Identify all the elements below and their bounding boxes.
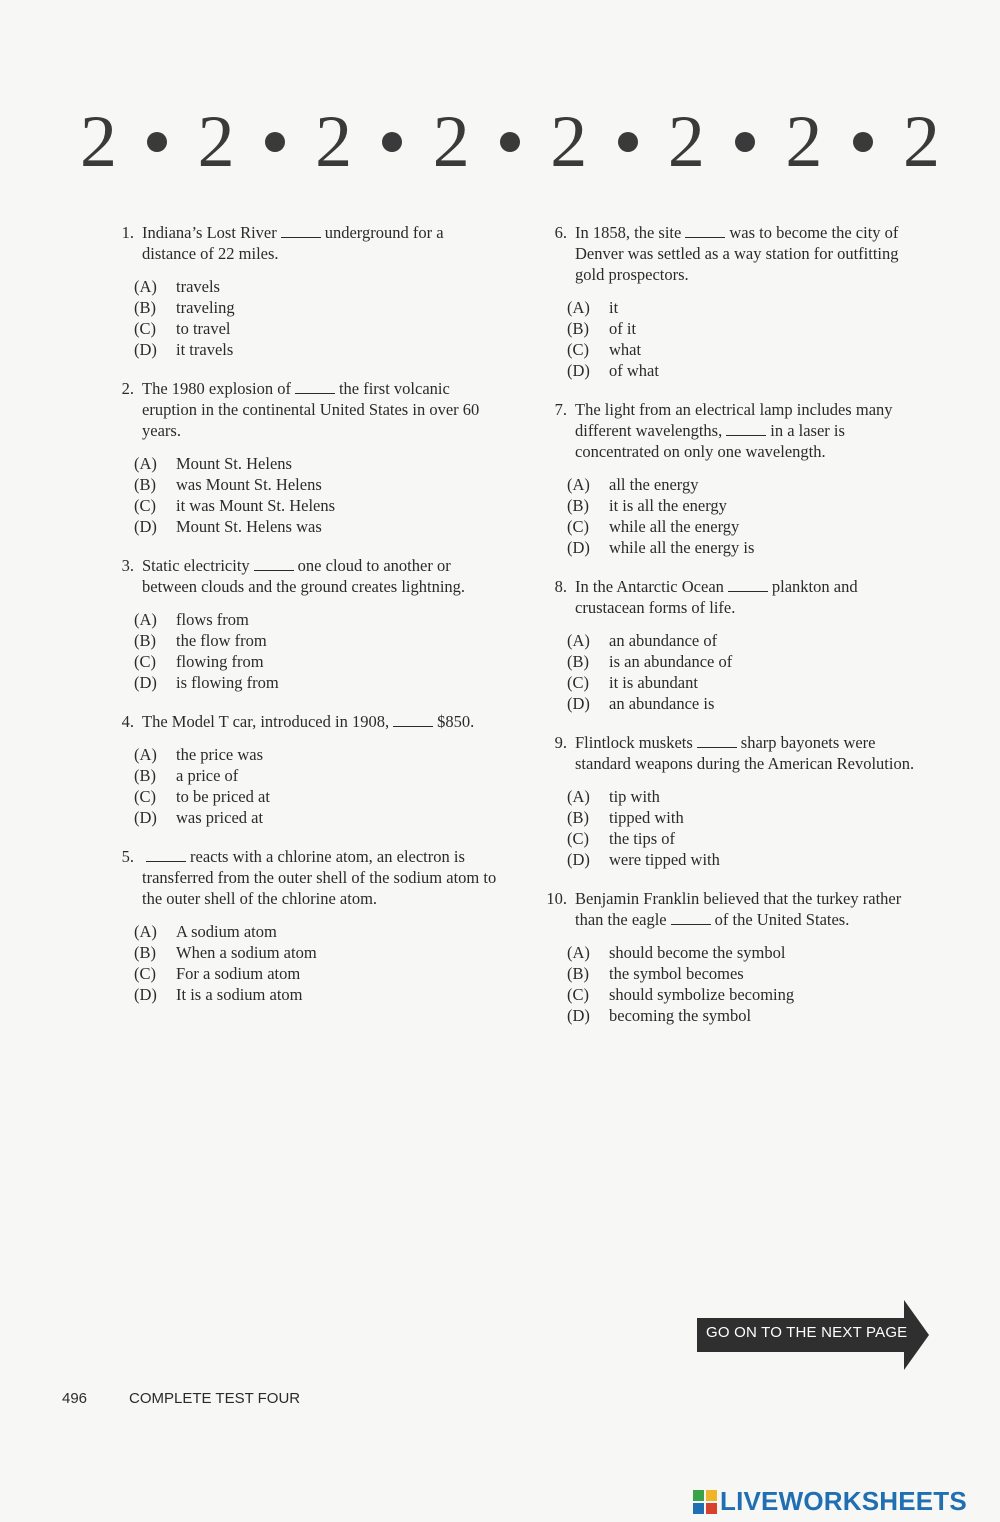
answer-option[interactable] (134, 963, 500, 984)
option-letter: (D) (567, 850, 590, 869)
option-letter: (C) (567, 985, 589, 1004)
option-text: a price of (176, 766, 239, 785)
answer-option[interactable] (567, 963, 923, 984)
option-text: was Mount St. Helens (176, 475, 322, 494)
answer-blank[interactable] (254, 560, 294, 571)
question-text (142, 378, 500, 441)
answer-blank[interactable] (281, 227, 321, 238)
question-item (100, 222, 500, 360)
bullet-dot-icon (147, 132, 167, 152)
answer-option[interactable] (567, 297, 923, 318)
answer-option[interactable] (567, 318, 923, 339)
answer-option[interactable] (567, 942, 923, 963)
answer-option[interactable] (134, 921, 500, 942)
answer-option[interactable] (567, 651, 923, 672)
option-letter: (B) (134, 943, 156, 962)
question-text-after-blank: plankton and crustacean forms of life. (575, 577, 858, 617)
option-text: travels (176, 277, 220, 296)
answer-option[interactable] (134, 672, 500, 693)
option-letter: (B) (567, 496, 589, 515)
answer-option[interactable] (134, 453, 500, 474)
question-number: 9. (554, 733, 567, 752)
option-text: should symbolize becoming (609, 985, 795, 1004)
option-text: flows from (176, 610, 249, 629)
option-letter: (A) (134, 454, 157, 473)
option-letter: (D) (134, 340, 157, 359)
option-letter: (A) (567, 298, 590, 317)
option-text: flowing from (176, 652, 264, 671)
answer-option[interactable] (567, 849, 923, 870)
question-text (575, 576, 923, 618)
option-text: it was Mount St. Helens (176, 496, 336, 515)
question-text-before-blank: Static electricity (142, 556, 250, 575)
answer-option[interactable] (134, 744, 500, 765)
option-letter: (C) (134, 496, 156, 515)
option-letter: (B) (134, 631, 156, 650)
option-letter: (A) (567, 943, 590, 962)
question-text-before-blank: Benjamin Franklin believed that the turkey rather than the eagle (575, 889, 902, 929)
answer-blank[interactable] (726, 425, 766, 436)
question-number: 2. (121, 379, 134, 398)
answer-options (567, 474, 923, 558)
option-letter: (B) (134, 766, 156, 785)
answer-blank[interactable] (146, 851, 186, 862)
answer-option[interactable] (567, 339, 923, 360)
bullet-dot-icon (382, 132, 402, 152)
option-text: should become the symbol (609, 943, 786, 962)
answer-options (567, 786, 923, 870)
option-letter: (D) (567, 361, 590, 380)
option-text: When a sodium atom (176, 943, 317, 962)
question-text-after-blank: the first volcanic eruption in the continental United States in over 60 years. (142, 379, 480, 440)
question-stem (100, 711, 500, 732)
option-text: while all the energy (609, 517, 740, 536)
option-text: A sodium atom (176, 922, 277, 941)
answer-option[interactable] (567, 693, 923, 714)
option-letter: (B) (567, 808, 589, 827)
option-letter: (D) (567, 694, 590, 713)
answer-blank[interactable] (295, 383, 335, 394)
question-number: 7. (554, 400, 567, 419)
section-digit: 2 (197, 101, 235, 183)
option-text: Mount St. Helens (176, 454, 292, 473)
option-text: becoming the symbol (609, 1006, 752, 1025)
option-text: is an abundance of (609, 652, 733, 671)
brand-name: LIVEWORKSHEETS (720, 1486, 967, 1516)
option-letter: (C) (134, 319, 156, 338)
option-text: all the energy (609, 475, 699, 494)
option-text: tipped with (609, 808, 684, 827)
option-text: it (609, 298, 619, 317)
question-item (533, 888, 923, 1026)
option-text: tip with (609, 787, 660, 806)
question-text-after-blank: reacts with a chlorine atom, an electron is transferred from the outer shell of the sodium atom to the outer shell of the chlorine atom. (142, 847, 497, 908)
option-letter: (D) (134, 808, 157, 827)
bullet-dot-icon (618, 132, 638, 152)
answer-options (134, 921, 500, 1005)
option-text: of it (609, 319, 637, 338)
answer-blank[interactable] (685, 227, 725, 238)
option-letter: (C) (567, 673, 589, 692)
option-text: For a sodium atom (176, 964, 301, 983)
answer-option[interactable] (134, 495, 500, 516)
question-text (142, 711, 500, 732)
answer-options (567, 630, 923, 714)
section-digit: 2 (315, 101, 353, 183)
answer-option[interactable] (567, 984, 923, 1005)
answer-option[interactable] (567, 360, 923, 381)
option-text: was priced at (176, 808, 264, 827)
page-number: 496 (62, 1390, 88, 1407)
question-text (142, 222, 500, 264)
option-letter: (D) (134, 517, 157, 536)
answer-option[interactable] (567, 516, 923, 537)
section-digit: 2 (432, 101, 470, 183)
question-text-before-blank: Flintlock muskets (575, 733, 693, 752)
answer-blank[interactable] (697, 737, 737, 748)
question-text-before-blank: In the Antarctic Ocean (575, 577, 724, 596)
answer-option[interactable] (134, 609, 500, 630)
next-page-label: GO ON TO THE NEXT PAGE (706, 1324, 908, 1341)
bullet-dot-icon (265, 132, 285, 152)
option-text: an abundance of (609, 631, 718, 650)
answer-option[interactable] (567, 828, 923, 849)
section-number-banner (80, 101, 940, 183)
answer-option[interactable] (134, 807, 500, 828)
question-stem (100, 222, 500, 264)
question-text (575, 888, 923, 930)
option-letter: (A) (567, 787, 590, 806)
question-stem (533, 222, 923, 285)
brand-logo (692, 1486, 967, 1517)
question-stem (533, 399, 923, 462)
option-text: an abundance is (609, 694, 715, 713)
question-stem (533, 732, 923, 774)
option-letter: (D) (567, 538, 590, 557)
option-text: of what (609, 361, 659, 380)
section-digit: 2 (80, 101, 117, 183)
answer-option[interactable] (134, 786, 500, 807)
questions-column-right (533, 222, 923, 1044)
option-letter: (A) (134, 610, 157, 629)
option-letter: (C) (134, 652, 156, 671)
answer-option[interactable] (134, 318, 500, 339)
answer-options (134, 744, 500, 828)
question-text-after-blank: of the United States. (714, 910, 850, 929)
option-text: to be priced at (176, 787, 270, 806)
question-stem (100, 846, 500, 909)
option-text: traveling (176, 298, 235, 317)
option-letter: (C) (567, 517, 589, 536)
bullet-dot-icon (500, 132, 520, 152)
answer-options (134, 453, 500, 537)
question-item (100, 846, 500, 1005)
question-item (533, 399, 923, 558)
option-letter: (D) (134, 985, 157, 1004)
section-digit: 2 (667, 101, 705, 183)
question-stem (533, 888, 923, 930)
question-text (142, 846, 500, 909)
answer-options (134, 276, 500, 360)
option-text: it is abundant (609, 673, 698, 692)
option-letter: (A) (567, 631, 590, 650)
question-text-after-blank: in a laser is concentrated on only one wavelength. (575, 421, 845, 461)
question-number: 1. (121, 223, 134, 242)
answer-option[interactable] (567, 474, 923, 495)
question-text (575, 732, 923, 774)
option-letter: (C) (134, 964, 156, 983)
question-item (100, 711, 500, 828)
question-text (142, 555, 500, 597)
question-item (100, 378, 500, 537)
question-item (533, 732, 923, 870)
option-letter: (A) (134, 277, 157, 296)
answer-option[interactable] (134, 474, 500, 495)
option-letter: (B) (567, 319, 589, 338)
question-text-after-blank: was to become the city of Denver was settled as a way station for outfitting gold prospectors. (575, 223, 899, 284)
question-text-after-blank: underground for a distance of 22 miles. (142, 223, 444, 263)
question-text-after-blank: $850. (437, 712, 475, 731)
question-text-after-blank: sharp bayonets were standard weapons during the American Revolution. (575, 733, 915, 773)
option-letter: (A) (134, 922, 157, 941)
section-digit: 2 (785, 101, 823, 183)
question-text-before-blank: The light from an electrical lamp includes many different wavelengths, (575, 400, 893, 440)
answer-option[interactable] (134, 516, 500, 537)
liveworksheets-logo-icon (692, 1489, 718, 1515)
question-stem (533, 576, 923, 618)
answer-options (567, 942, 923, 1026)
answer-blank[interactable] (671, 914, 711, 925)
answer-option[interactable] (134, 339, 500, 360)
section-title: COMPLETE TEST FOUR (129, 1390, 301, 1407)
option-text: is flowing from (176, 673, 279, 692)
question-number: 4. (121, 712, 134, 731)
section-digit: 2 (902, 101, 940, 183)
bullet-dot-icon (735, 132, 755, 152)
question-item (533, 222, 923, 381)
option-letter: (B) (567, 652, 589, 671)
next-page-banner (697, 1300, 929, 1370)
answer-option[interactable] (134, 276, 500, 297)
option-text: Mount St. Helens was (176, 517, 322, 536)
option-letter: (C) (567, 829, 589, 848)
question-text-before-blank: In 1858, the site (575, 223, 682, 242)
answer-blank[interactable] (393, 716, 433, 727)
question-text (575, 222, 923, 285)
question-item (533, 576, 923, 714)
option-letter: (C) (567, 340, 589, 359)
bullet-dot-icon (853, 132, 873, 152)
option-text: It is a sodium atom (176, 985, 303, 1004)
option-letter: (B) (134, 475, 156, 494)
question-number: 10. (546, 889, 567, 908)
question-text-before-blank: The Model T car, introduced in 1908, (142, 712, 390, 731)
question-number: 6. (554, 223, 567, 242)
question-number: 5. (121, 847, 134, 866)
option-letter: (C) (134, 787, 156, 806)
question-stem (100, 378, 500, 441)
answer-blank[interactable] (728, 581, 768, 592)
option-letter: (A) (567, 475, 590, 494)
answer-option[interactable] (567, 672, 923, 693)
question-stem (100, 555, 500, 597)
option-letter: (A) (134, 745, 157, 764)
answer-option[interactable] (567, 537, 923, 558)
answer-options (567, 297, 923, 381)
option-text: it is all the energy (609, 496, 727, 515)
question-number: 3. (121, 556, 134, 575)
section-digit: 2 (550, 101, 588, 183)
option-text: while all the energy is (609, 538, 755, 557)
questions-column-left (100, 222, 500, 1023)
answer-options (134, 609, 500, 693)
answer-option[interactable] (567, 630, 923, 651)
option-text: to travel (176, 319, 231, 338)
option-letter: (B) (567, 964, 589, 983)
answer-option[interactable] (134, 651, 500, 672)
question-text-before-blank: The 1980 explosion of (142, 379, 291, 398)
question-text-before-blank: Indiana’s Lost River (142, 223, 277, 242)
option-letter: (D) (134, 673, 157, 692)
answer-option[interactable] (567, 495, 923, 516)
answer-option[interactable] (567, 786, 923, 807)
option-text: the tips of (609, 829, 675, 848)
answer-option[interactable] (567, 1005, 923, 1026)
question-number: 8. (554, 577, 567, 596)
answer-option[interactable] (134, 765, 500, 786)
question-text (575, 399, 923, 462)
option-text: the symbol becomes (609, 964, 744, 983)
option-letter: (D) (567, 1006, 590, 1025)
option-text: what (609, 340, 642, 359)
option-text: the price was (176, 745, 264, 764)
question-item (100, 555, 500, 693)
option-text: were tipped with (609, 850, 720, 869)
answer-option[interactable] (134, 630, 500, 651)
answer-option[interactable] (134, 297, 500, 318)
answer-option[interactable] (134, 984, 500, 1005)
answer-option[interactable] (567, 807, 923, 828)
option-letter: (B) (134, 298, 156, 317)
answer-option[interactable] (134, 942, 500, 963)
option-text: it travels (176, 340, 234, 359)
question-text-after-blank: one cloud to another or between clouds and the ground creates lightning. (142, 556, 466, 596)
option-text: the flow from (176, 631, 267, 650)
